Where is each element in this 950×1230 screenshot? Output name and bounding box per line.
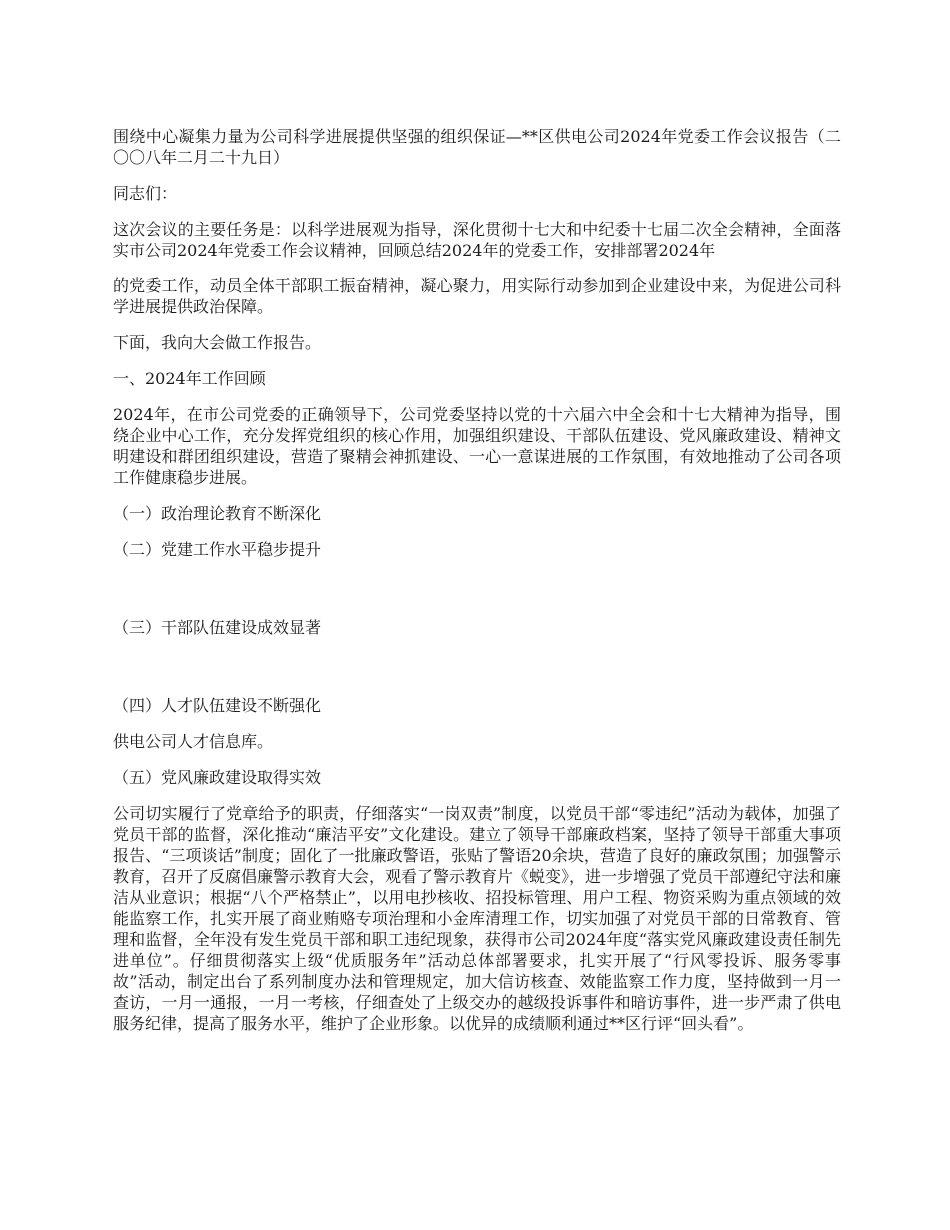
intro-paragraph-2: 的党委工作，动员全体干部职工振奋精神，凝心聚力，用实际行动参加到企业建设中来，为促进公司科学进展提供政治保障。 <box>113 276 841 316</box>
document-title: 围绕中心凝集力量为公司科学进展提供坚强的组织保证—**区供电公司2024年党委工作会议报告（二〇〇八年二月二十九日） <box>113 127 841 167</box>
subsection-4-body: 供电公司人才信息库。 <box>113 732 274 751</box>
intro-paragraph-1: 这次会议的主要任务是：以科学进展观为指导，深化贯彻十七大和中纪委十七届二次全会精神，全面落实市公司2024年党委工作会议精神，回顾总结2024年的党委工作，安排部署2024年 <box>113 220 841 260</box>
intro-paragraph-3: 下面，我向大会做工作报告。 <box>113 333 322 352</box>
subheading-2: （二）党建工作水平稳步提升 <box>113 540 322 559</box>
subheading-4: （四）人才队伍建设不断强化 <box>113 696 322 715</box>
subheading-3: （三）干部队伍建设成效显著 <box>113 618 322 637</box>
document-body <box>113 126 841 1034</box>
subheading-1: （一）政治理论教育不断深化 <box>113 504 322 523</box>
section-1-heading: 一、2024年工作回顾 <box>113 369 266 388</box>
subsection-5-body: 公司切实履行了党章给予的职责，仔细落实“一岗双责”制度，以党员干部“零违纪”活动为载体，加强了党员干部的监督，深化推动“廉洁平安”文化建设。建立了领导干部廉政档案，坚持了领导干部重大事项报告、“三项谈话”制度；固化了一批廉政警语，张贴了警语20余块，营造了良好的廉政氛围；加强警示教育，召开了反腐倡廉警示教育大会，观看了警示教育片《蜕变》，进一步增强了党员干部遵纪守法和廉洁从业意识；根据“八个严格禁止”，以用电抄核收、招投标管理、用户工程、物资采购为重点领域的效能监察工作，扎实开展了商业贿赂专项治理和小金库清理工作，切实加强了对党员干部的日常教育、管理和监督，全年没有发生党员干部和职工违纪现象，获得市公司2024年度“落实党风廉政建设责任制先进单位”。仔细贯彻落实上级“优质服务年”活动总体部署要求，扎实开展了“行风零投诉、服务零事故”活动，制定出台了系列制度办法和管理规定，加大信访核查、效能监察工作力度，坚持做到一月一查访，一月一通报，一月一考核，仔细查处了上级交办的越级投诉事件和暗访事件，进一步严肃了供电服务纪律，提高了服务水平，维护了企业形象。以优异的成绩顺利通过**区行评“回头看”。 <box>113 804 842 1033</box>
subheading-5: （五）党风廉政建设取得实效 <box>113 768 322 787</box>
section-1-body: 2024年，在市公司党委的正确领导下，公司党委坚持以党的十六届六中全会和十七大精神为指导，围绕企业中心工作，充分发挥党组织的核心作用，加强组织建设、干部队伍建设、党风廉政建设、精神文明建设和群团组织建设，营造了聚精会神抓建设、一心一意谋进展的工作氛围，有效地推动了公司各项工作健康稳步进展。 <box>113 405 841 487</box>
salutation: 同志们： <box>113 184 178 203</box>
